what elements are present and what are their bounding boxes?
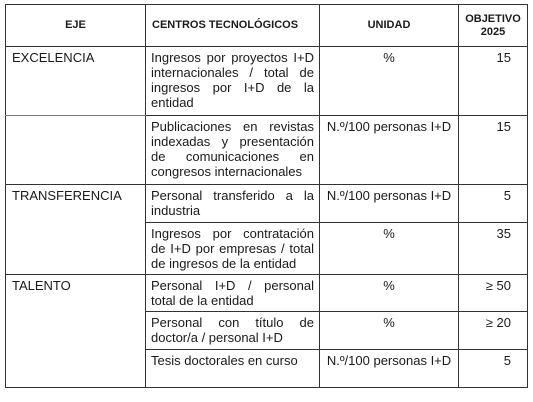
target-cell: ≥ 20	[459, 312, 528, 350]
header-objetivo	[459, 5, 528, 47]
target-cell: 5	[459, 185, 528, 223]
eje-empty	[6, 312, 146, 350]
header-objetivo-label: OBJETIVO	[465, 12, 521, 25]
eje-empty	[6, 223, 146, 275]
header-unidad: UNIDAD	[320, 5, 459, 47]
unit-cell: %	[320, 223, 459, 275]
target-cell: 35	[459, 223, 528, 275]
table-row	[6, 312, 528, 350]
unit-cell: %	[320, 275, 459, 312]
table-row	[6, 116, 528, 185]
target-cell: 5	[459, 350, 528, 388]
table-row	[6, 47, 528, 116]
unit-cell: N.º/100 personas I+D	[320, 185, 459, 223]
unit-cell: %	[320, 47, 459, 116]
indicators-table	[5, 4, 528, 388]
target-cell: ≥ 50	[459, 275, 528, 312]
indicator-cell: Personal con título de doctor/a / personal I+D	[146, 312, 320, 350]
indicator-cell: Personal I+D / personal total de la entidad	[146, 275, 320, 312]
indicator-cell: Personal transferido a la industria	[146, 185, 320, 223]
unit-cell: %	[320, 312, 459, 350]
table-row	[6, 350, 528, 388]
table-row	[6, 223, 528, 275]
header-eje: EJE	[6, 5, 146, 47]
indicator-cell: Ingresos por contratación de I+D por empresas / total de ingresos de la entidad	[146, 223, 320, 275]
eje-transferencia: TRANSFERENCIA	[6, 185, 146, 223]
header-objetivo-year: 2025	[480, 25, 506, 38]
table-row	[6, 275, 528, 312]
unit-cell: N.º/100 personas I+D	[320, 350, 459, 388]
header-row	[6, 5, 528, 47]
eje-empty	[6, 116, 146, 185]
unit-cell: N.º/100 personas I+D	[320, 116, 459, 185]
target-cell: 15	[459, 47, 528, 116]
eje-talento: TALENTO	[6, 275, 146, 312]
eje-empty	[6, 350, 146, 388]
indicator-cell: Tesis doctorales en curso	[146, 350, 320, 388]
table-row	[6, 185, 528, 223]
eje-excelencia: EXCELENCIA	[6, 47, 146, 116]
target-cell: 15	[459, 116, 528, 185]
header-centros: CENTROS TECNOLÓGICOS	[146, 5, 320, 47]
indicator-cell: Ingresos por proyectos I+D internacionales / total de ingresos por I+D de la entidad	[146, 47, 320, 116]
indicator-cell: Publicaciones en revistas indexadas y presentación de comunicaciones en congresos internacionales	[146, 116, 320, 185]
